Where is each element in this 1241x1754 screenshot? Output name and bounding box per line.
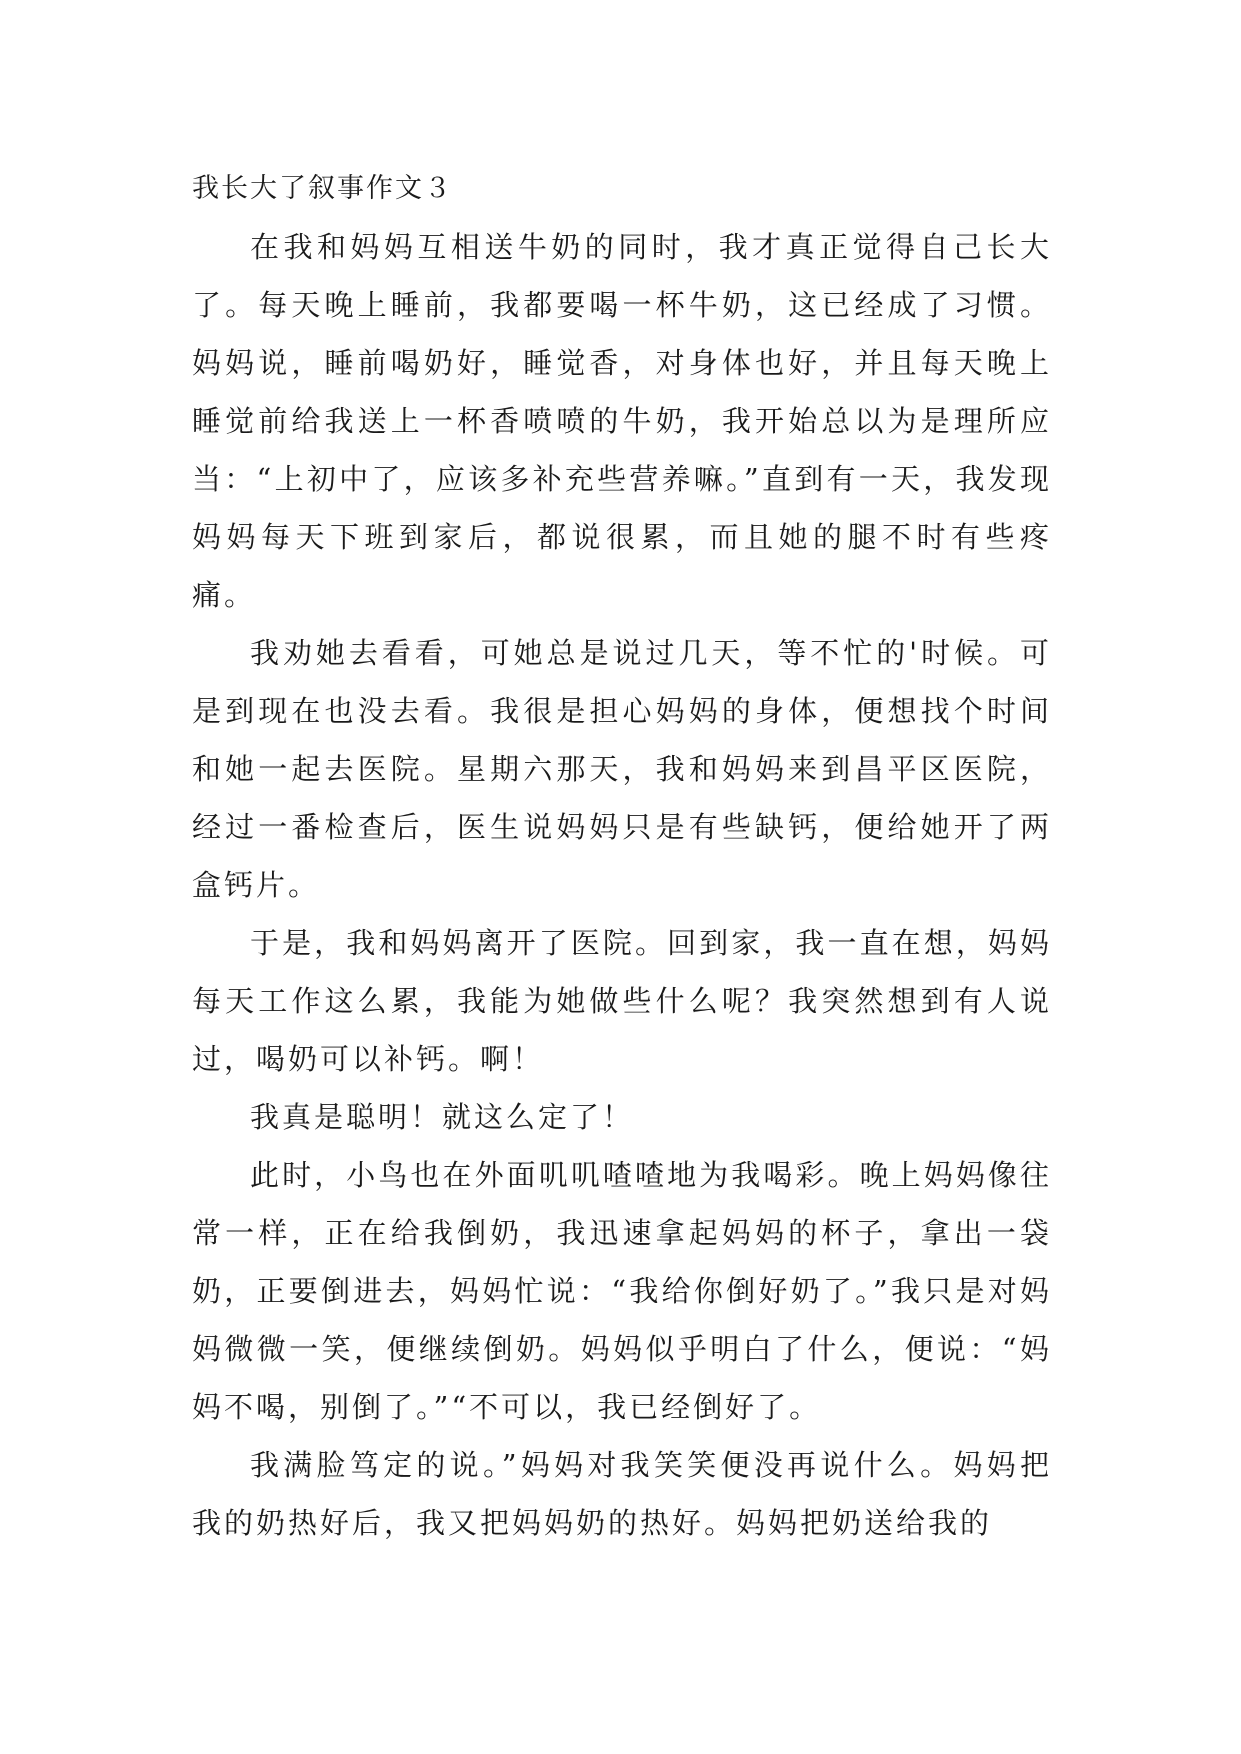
document-title: 我长大了叙事作文３ [192, 173, 453, 204]
paragraph-1: 在我和妈妈互相送牛奶的同时，我才真正觉得自己长大了。每天晚上睡前，我都要喝一杯牛奶，这已经成了习惯。妈妈说，睡前喝奶好，睡觉香，对身体也好，并且每天晚上睡觉前给我送上一杯香喷喷的牛奶，我开始总以为是理所应当：“上初中了，应该多补充些营养嘛。”直到有一天，我发现妈妈每天下班到家后，都说很累，而且她的腿不时有些疼痛。 [192, 230, 1052, 612]
document-body [192, 160, 1052, 1552]
paragraph-4: 我真是聪明！就这么定了！ [250, 1100, 635, 1134]
paragraph-5: 此时，小鸟也在外面叽叽喳喳地为我喝彩。晚上妈妈像往常一样，正在给我倒奶，我迅速拿起妈妈的杯子，拿出一袋奶，正要倒进去，妈妈忙说：“我给你倒好奶了。”我只是对妈妈微微一笑，便继续倒奶。妈妈似乎明白了什么，便说：“妈妈不喝，别倒了。”“不可以，我已经倒好了。 [192, 1158, 1052, 1424]
paragraph-3: 于是，我和妈妈离开了医院。回到家，我一直在想，妈妈每天工作这么累，我能为她做些什么呢？我突然想到有人说过，喝奶可以补钙。啊！ [192, 926, 1052, 1076]
paragraph-2: 我劝她去看看，可她总是说过几天，等不忙的'时候。可是到现在也没去看。我很是担心妈妈的身体，便想找个时间和她一起去医院。星期六那天，我和妈妈来到昌平区医院，经过一番检查后，医生说妈妈只是有些缺钙，便给她开了两盒钙片。 [192, 636, 1052, 902]
paragraph-6: 我满脸笃定的说。”妈妈对我笑笑便没再说什么。妈妈把我的奶热好后，我又把妈妈奶的热好。妈妈把奶送给我的 [192, 1448, 1052, 1540]
